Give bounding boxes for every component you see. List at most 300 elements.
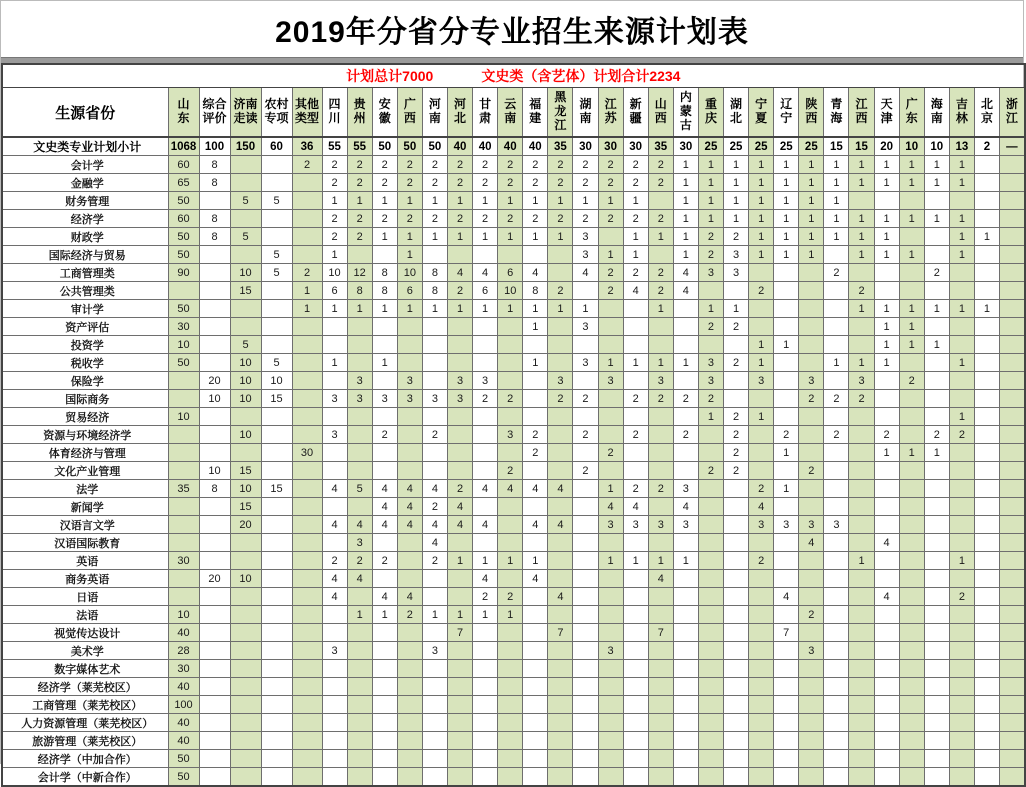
cell-商务英语-天津: [874, 570, 899, 588]
cell-国际经济与贸易-山东: 50: [168, 246, 199, 264]
cell-国际经济与贸易-辽宁: 1: [774, 246, 799, 264]
cell-汉语国际教育-河南: 4: [422, 534, 447, 552]
cell-会计学-四川: 2: [322, 156, 347, 174]
row-label: 数字媒体艺术: [2, 660, 168, 678]
cell-贸易经济-天津: [874, 408, 899, 426]
header-row: [2, 88, 1025, 138]
cell-贸易经济-江西: [849, 408, 874, 426]
cell-贸易经济-吉林: 1: [949, 408, 974, 426]
cell-会计学（中新合作）-海南: [924, 768, 949, 787]
cell-日语-内蒙古: [673, 588, 698, 606]
cell-文化产业管理-海南: [924, 462, 949, 480]
cell-金融学-其他类型: [292, 174, 322, 192]
cell-法学-山西: 2: [648, 480, 673, 498]
row-label: 资源与环境经济学: [2, 426, 168, 444]
row-label: 旅游管理（莱芜校区）: [2, 732, 168, 750]
cell-投资学-湖北: [724, 336, 749, 354]
cell-经济学（中加合作）-宁夏: [749, 750, 774, 768]
cell-投资学-内蒙古: [673, 336, 698, 354]
cell-美术学-广东: [899, 642, 924, 660]
cell-新闻学-湖北: [724, 498, 749, 516]
cell-法学-济南走读: 10: [230, 480, 261, 498]
row-label: 贸易经济: [2, 408, 168, 426]
cell-经济学（中加合作）-其他类型: [292, 750, 322, 768]
column-header-新疆: 新 疆: [623, 88, 648, 138]
cell-汉语言文学-云南: [498, 516, 523, 534]
cell-经济学（莱芜校区）-济南走读: [230, 678, 261, 696]
cell-工商管理（莱芜校区）-黑龙江: [548, 696, 573, 714]
cell-数字媒体艺术-吉林: [949, 660, 974, 678]
cell-经济学-青海: 1: [824, 210, 849, 228]
cell-财务管理-其他类型: [292, 192, 322, 210]
cell-会计学（中新合作）-宁夏: [749, 768, 774, 787]
cell-经济学（中加合作）-陕西: [799, 750, 824, 768]
cell-汉语言文学-四川: 4: [322, 516, 347, 534]
cell-新闻学-内蒙古: 4: [673, 498, 698, 516]
cell-公共管理类-新疆: 4: [623, 282, 648, 300]
cell-数字媒体艺术-安徽: [372, 660, 397, 678]
cell-人力资源管理（莱芜校区）-重庆: [698, 714, 723, 732]
cell-会计学-农村专项: [261, 156, 292, 174]
cell-国际经济与贸易-贵州: [347, 246, 372, 264]
cell-投资学-陕西: [799, 336, 824, 354]
cell-法学-贵州: 5: [347, 480, 372, 498]
cell-工商管理（莱芜校区）-北京: [974, 696, 999, 714]
row-label: 视觉传达设计: [2, 624, 168, 642]
cell-体育经济与管理-江苏: 2: [598, 444, 623, 462]
cell-人力资源管理（莱芜校区）-河北: [447, 714, 472, 732]
cell-会计学-北京: [974, 156, 999, 174]
cell-经济学（莱芜校区）-新疆: [623, 678, 648, 696]
cell-工商管理类-宁夏: [749, 264, 774, 282]
cell-财政学-云南: 1: [498, 228, 523, 246]
cell-英语-黑龙江: [548, 552, 573, 570]
cell-税收学-北京: [974, 354, 999, 372]
row-label: 汉语国际教育: [2, 534, 168, 552]
cell-体育经济与管理-黑龙江: [548, 444, 573, 462]
cell-法学-海南: [924, 480, 949, 498]
cell-财务管理-重庆: 1: [698, 192, 723, 210]
cell-经济学-北京: [974, 210, 999, 228]
cell-汉语国际教育-安徽: [372, 534, 397, 552]
row-label: 体育经济与管理: [2, 444, 168, 462]
cell-商务英语-北京: [974, 570, 999, 588]
cell-审计学-山东: 50: [168, 300, 199, 318]
column-header-甘肃: 甘 肃: [473, 88, 498, 138]
cell-英语-甘肃: 1: [473, 552, 498, 570]
cell-公共管理类-青海: [824, 282, 849, 300]
cell-新闻学-广东: [899, 498, 924, 516]
cell-经济学（中加合作）-广西: [397, 750, 422, 768]
cell-文史类专业计划小计-山西: 35: [648, 137, 673, 156]
cell-经济学（莱芜校区）-安徽: [372, 678, 397, 696]
cell-经济学（中加合作）-吉林: [949, 750, 974, 768]
cell-美术学-济南走读: [230, 642, 261, 660]
cell-税收学-河北: [447, 354, 472, 372]
table-row: [2, 300, 1025, 318]
cell-资源与环境经济学-其他类型: [292, 426, 322, 444]
cell-汉语国际教育-内蒙古: [673, 534, 698, 552]
cell-美术学-江苏: 3: [598, 642, 623, 660]
cell-会计学（中新合作）-农村专项: [261, 768, 292, 787]
cell-文史类专业计划小计-福建: 40: [523, 137, 548, 156]
cell-工商管理类-四川: 10: [322, 264, 347, 282]
cell-商务英语-湖南: [573, 570, 598, 588]
cell-日语-青海: [824, 588, 849, 606]
cell-国际经济与贸易-四川: 1: [322, 246, 347, 264]
cell-汉语言文学-天津: [874, 516, 899, 534]
cell-工商管理（莱芜校区）-青海: [824, 696, 849, 714]
cell-税收学-宁夏: 1: [749, 354, 774, 372]
cell-人力资源管理（莱芜校区）-北京: [974, 714, 999, 732]
column-header-山东: 山 东: [168, 88, 199, 138]
column-header-贵州: 贵 州: [347, 88, 372, 138]
cell-国际商务-湖北: [724, 390, 749, 408]
cell-人力资源管理（莱芜校区）-江苏: [598, 714, 623, 732]
cell-审计学-北京: 1: [974, 300, 999, 318]
cell-审计学-湖北: 1: [724, 300, 749, 318]
cell-汉语国际教育-福建: [523, 534, 548, 552]
cell-经济学-浙江: [1000, 210, 1025, 228]
cell-英语-山西: 1: [648, 552, 673, 570]
cell-贸易经济-辽宁: [774, 408, 799, 426]
cell-经济学-河北: 2: [447, 210, 472, 228]
cell-旅游管理（莱芜校区）-重庆: [698, 732, 723, 750]
cell-经济学-吉林: 1: [949, 210, 974, 228]
cell-会计学-河南: 2: [422, 156, 447, 174]
cell-旅游管理（莱芜校区）-湖南: [573, 732, 598, 750]
cell-经济学-云南: 2: [498, 210, 523, 228]
cell-日语-海南: [924, 588, 949, 606]
cell-体育经济与管理-新疆: [623, 444, 648, 462]
cell-人力资源管理（莱芜校区）-青海: [824, 714, 849, 732]
cell-旅游管理（莱芜校区）-北京: [974, 732, 999, 750]
cell-文化产业管理-内蒙古: [673, 462, 698, 480]
cell-经济学-广西: 2: [397, 210, 422, 228]
cell-国际经济与贸易-天津: 1: [874, 246, 899, 264]
cell-国际商务-青海: 2: [824, 390, 849, 408]
cell-体育经济与管理-河北: [447, 444, 472, 462]
cell-经济学（莱芜校区）-云南: [498, 678, 523, 696]
cell-法语-江苏: [598, 606, 623, 624]
cell-税收学-济南走读: 10: [230, 354, 261, 372]
cell-日语-福建: [523, 588, 548, 606]
cell-视觉传达设计-新疆: [623, 624, 648, 642]
cell-会计学（中新合作）-河南: [422, 768, 447, 787]
cell-国际商务-天津: [874, 390, 899, 408]
cell-贸易经济-重庆: 1: [698, 408, 723, 426]
cell-经济学（莱芜校区）-吉林: [949, 678, 974, 696]
cell-旅游管理（莱芜校区）-甘肃: [473, 732, 498, 750]
cell-资产评估-新疆: [623, 318, 648, 336]
cell-投资学-江西: [849, 336, 874, 354]
cell-会计学（中新合作）-北京: [974, 768, 999, 787]
cell-税收学-山东: 50: [168, 354, 199, 372]
cell-经济学（中加合作）-济南走读: [230, 750, 261, 768]
cell-经济学-山西: 2: [648, 210, 673, 228]
column-header-天津: 天 津: [874, 88, 899, 138]
cell-新闻学-河南: 2: [422, 498, 447, 516]
cell-金融学-福建: 2: [523, 174, 548, 192]
cell-经济学（莱芜校区）-河南: [422, 678, 447, 696]
table-row: [2, 642, 1025, 660]
cell-财政学-辽宁: 1: [774, 228, 799, 246]
cell-公共管理类-山西: 2: [648, 282, 673, 300]
cell-财政学-天津: 1: [874, 228, 899, 246]
cell-数字媒体艺术-福建: [523, 660, 548, 678]
column-header-北京: 北 京: [974, 88, 999, 138]
cell-国际商务-黑龙江: 2: [548, 390, 573, 408]
cell-国际经济与贸易-重庆: 2: [698, 246, 723, 264]
cell-美术学-江西: [849, 642, 874, 660]
cell-法学-北京: [974, 480, 999, 498]
cell-视觉传达设计-山西: 7: [648, 624, 673, 642]
cell-会计学-海南: 1: [924, 156, 949, 174]
cell-财务管理-吉林: [949, 192, 974, 210]
cell-汉语言文学-吉林: [949, 516, 974, 534]
cell-文史类专业计划小计-甘肃: 40: [473, 137, 498, 156]
cell-汉语国际教育-黑龙江: [548, 534, 573, 552]
cell-法学-重庆: [698, 480, 723, 498]
cell-税收学-山西: 1: [648, 354, 673, 372]
cell-工商管理（莱芜校区）-内蒙古: [673, 696, 698, 714]
cell-金融学-吉林: 1: [949, 174, 974, 192]
cell-税收学-新疆: 1: [623, 354, 648, 372]
cell-英语-其他类型: [292, 552, 322, 570]
cell-商务英语-甘肃: 4: [473, 570, 498, 588]
cell-文史类专业计划小计-北京: 2: [974, 137, 999, 156]
cell-金融学-新疆: 2: [623, 174, 648, 192]
cell-体育经济与管理-贵州: [347, 444, 372, 462]
cell-税收学-甘肃: [473, 354, 498, 372]
cell-人力资源管理（莱芜校区）-四川: [322, 714, 347, 732]
cell-财务管理-湖南: 1: [573, 192, 598, 210]
cell-法语-河南: 1: [422, 606, 447, 624]
cell-新闻学-黑龙江: [548, 498, 573, 516]
cell-财务管理-安徽: 1: [372, 192, 397, 210]
cell-财政学-黑龙江: 1: [548, 228, 573, 246]
cell-文史类专业计划小计-山东: 1068: [168, 137, 199, 156]
cell-会计学（中新合作）-河北: [447, 768, 472, 787]
cell-旅游管理（莱芜校区）-陕西: [799, 732, 824, 750]
cell-金融学-河北: 2: [447, 174, 472, 192]
cell-国际商务-济南走读: 10: [230, 390, 261, 408]
cell-金融学-海南: 1: [924, 174, 949, 192]
table-row: [2, 714, 1025, 732]
cell-经济学（中加合作）-江西: [849, 750, 874, 768]
cell-工商管理类-北京: [974, 264, 999, 282]
cell-数字媒体艺术-辽宁: [774, 660, 799, 678]
cell-法学-四川: 4: [322, 480, 347, 498]
cell-文史类专业计划小计-农村专项: 60: [261, 137, 292, 156]
cell-金融学-安徽: 2: [372, 174, 397, 192]
cell-经济学（莱芜校区）-北京: [974, 678, 999, 696]
cell-财务管理-青海: 1: [824, 192, 849, 210]
row-label: 经济学（中加合作）: [2, 750, 168, 768]
cell-经济学（莱芜校区）-湖南: [573, 678, 598, 696]
cell-旅游管理（莱芜校区）-青海: [824, 732, 849, 750]
cell-会计学（中新合作）-济南走读: [230, 768, 261, 787]
cell-日语-新疆: [623, 588, 648, 606]
cell-英语-广西: [397, 552, 422, 570]
cell-商务英语-浙江: [1000, 570, 1025, 588]
cell-美术学-陕西: 3: [799, 642, 824, 660]
table-row: [2, 462, 1025, 480]
cell-资源与环境经济学-山西: [648, 426, 673, 444]
cell-国际商务-新疆: 2: [623, 390, 648, 408]
cell-贸易经济-贵州: [347, 408, 372, 426]
cell-资源与环境经济学-北京: [974, 426, 999, 444]
cell-公共管理类-广西: 6: [397, 282, 422, 300]
cell-新闻学-青海: [824, 498, 849, 516]
cell-贸易经济-农村专项: [261, 408, 292, 426]
cell-国际商务-吉林: [949, 390, 974, 408]
cell-投资学-福建: [523, 336, 548, 354]
cell-资源与环境经济学-福建: 2: [523, 426, 548, 444]
cell-文化产业管理-河北: [447, 462, 472, 480]
corner-label: 生源省份: [2, 88, 168, 138]
cell-公共管理类-广东: [899, 282, 924, 300]
cell-财政学-湖北: 2: [724, 228, 749, 246]
cell-英语-济南走读: [230, 552, 261, 570]
cell-审计学-四川: 1: [322, 300, 347, 318]
cell-投资学-贵州: [347, 336, 372, 354]
cell-汉语国际教育-综合评价: [199, 534, 230, 552]
cell-资源与环境经济学-贵州: [347, 426, 372, 444]
cell-经济学-江苏: 2: [598, 210, 623, 228]
cell-审计学-广西: 1: [397, 300, 422, 318]
cell-经济学（中加合作）-河南: [422, 750, 447, 768]
cell-法学-广西: 4: [397, 480, 422, 498]
cell-日语-北京: [974, 588, 999, 606]
cell-美术学-浙江: [1000, 642, 1025, 660]
cell-财政学-新疆: 1: [623, 228, 648, 246]
cell-投资学-济南走读: 5: [230, 336, 261, 354]
cell-资产评估-辽宁: [774, 318, 799, 336]
cell-财务管理-陕西: 1: [799, 192, 824, 210]
cell-经济学-贵州: 2: [347, 210, 372, 228]
cell-旅游管理（莱芜校区）-山东: 40: [168, 732, 199, 750]
cell-税收学-辽宁: [774, 354, 799, 372]
cell-日语-江西: [849, 588, 874, 606]
column-header-吉林: 吉 林: [949, 88, 974, 138]
cell-贸易经济-宁夏: 1: [749, 408, 774, 426]
cell-公共管理类-江西: 2: [849, 282, 874, 300]
cell-汉语言文学-青海: 3: [824, 516, 849, 534]
cell-人力资源管理（莱芜校区）-湖北: [724, 714, 749, 732]
cell-文化产业管理-陕西: 2: [799, 462, 824, 480]
table-row: [2, 660, 1025, 678]
row-label: 保险学: [2, 372, 168, 390]
cell-财务管理-内蒙古: 1: [673, 192, 698, 210]
cell-资源与环境经济学-安徽: 2: [372, 426, 397, 444]
cell-视觉传达设计-济南走读: [230, 624, 261, 642]
subtitle-arts: 文史类（含艺体）计划合计2234: [481, 68, 681, 84]
row-label: 文化产业管理: [2, 462, 168, 480]
table-row: [2, 732, 1025, 750]
cell-商务英语-广西: [397, 570, 422, 588]
cell-汉语国际教育-广西: [397, 534, 422, 552]
cell-资产评估-宁夏: [749, 318, 774, 336]
cell-文化产业管理-江苏: [598, 462, 623, 480]
cell-文史类专业计划小计-河南: 50: [422, 137, 447, 156]
cell-美术学-农村专项: [261, 642, 292, 660]
cell-体育经济与管理-湖南: [573, 444, 598, 462]
cell-公共管理类-济南走读: 15: [230, 282, 261, 300]
cell-数字媒体艺术-内蒙古: [673, 660, 698, 678]
cell-工商管理类-广西: 10: [397, 264, 422, 282]
cell-金融学-综合评价: 8: [199, 174, 230, 192]
cell-保险学-青海: [824, 372, 849, 390]
cell-日语-济南走读: [230, 588, 261, 606]
cell-人力资源管理（莱芜校区）-甘肃: [473, 714, 498, 732]
cell-国际经济与贸易-海南: [924, 246, 949, 264]
cell-旅游管理（莱芜校区）-辽宁: [774, 732, 799, 750]
cell-公共管理类-吉林: [949, 282, 974, 300]
cell-体育经济与管理-天津: 1: [874, 444, 899, 462]
cell-法学-天津: [874, 480, 899, 498]
cell-新闻学-江西: [849, 498, 874, 516]
cell-新闻学-重庆: [698, 498, 723, 516]
cell-商务英语-云南: [498, 570, 523, 588]
cell-旅游管理（莱芜校区）-黑龙江: [548, 732, 573, 750]
cell-经济学（莱芜校区）-四川: [322, 678, 347, 696]
cell-新闻学-北京: [974, 498, 999, 516]
cell-经济学（中加合作）-河北: [447, 750, 472, 768]
cell-体育经济与管理-甘肃: [473, 444, 498, 462]
cell-国际商务-四川: 3: [322, 390, 347, 408]
cell-汉语言文学-福建: 4: [523, 516, 548, 534]
cell-会计学-山西: 2: [648, 156, 673, 174]
cell-公共管理类-山东: [168, 282, 199, 300]
cell-工商管理类-山东: 90: [168, 264, 199, 282]
cell-资产评估-海南: [924, 318, 949, 336]
cell-国际经济与贸易-宁夏: 1: [749, 246, 774, 264]
cell-资源与环境经济学-内蒙古: 2: [673, 426, 698, 444]
cell-视觉传达设计-青海: [824, 624, 849, 642]
cell-会计学-综合评价: 8: [199, 156, 230, 174]
cell-商务英语-四川: 4: [322, 570, 347, 588]
cell-文史类专业计划小计-湖北: 25: [724, 137, 749, 156]
cell-数字媒体艺术-甘肃: [473, 660, 498, 678]
cell-体育经济与管理-山西: [648, 444, 673, 462]
cell-经济学（中加合作）-安徽: [372, 750, 397, 768]
cell-商务英语-江西: [849, 570, 874, 588]
cell-文化产业管理-贵州: [347, 462, 372, 480]
cell-视觉传达设计-北京: [974, 624, 999, 642]
cell-投资学-甘肃: [473, 336, 498, 354]
cell-金融学-济南走读: [230, 174, 261, 192]
table-row: [2, 408, 1025, 426]
cell-汉语国际教育-辽宁: [774, 534, 799, 552]
cell-文化产业管理-济南走读: 15: [230, 462, 261, 480]
cell-工商管理类-云南: 6: [498, 264, 523, 282]
row-label: 英语: [2, 552, 168, 570]
cell-工商管理（莱芜校区）-湖北: [724, 696, 749, 714]
cell-视觉传达设计-广东: [899, 624, 924, 642]
cell-法语-其他类型: [292, 606, 322, 624]
cell-会计学（中新合作）-重庆: [698, 768, 723, 787]
cell-英语-江西: 1: [849, 552, 874, 570]
table-row: [2, 552, 1025, 570]
cell-财务管理-山东: 50: [168, 192, 199, 210]
cell-法学-江苏: 1: [598, 480, 623, 498]
cell-新闻学-云南: [498, 498, 523, 516]
cell-财政学-山西: 1: [648, 228, 673, 246]
cell-审计学-安徽: 1: [372, 300, 397, 318]
cell-文史类专业计划小计-贵州: 55: [347, 137, 372, 156]
cell-投资学-综合评价: [199, 336, 230, 354]
